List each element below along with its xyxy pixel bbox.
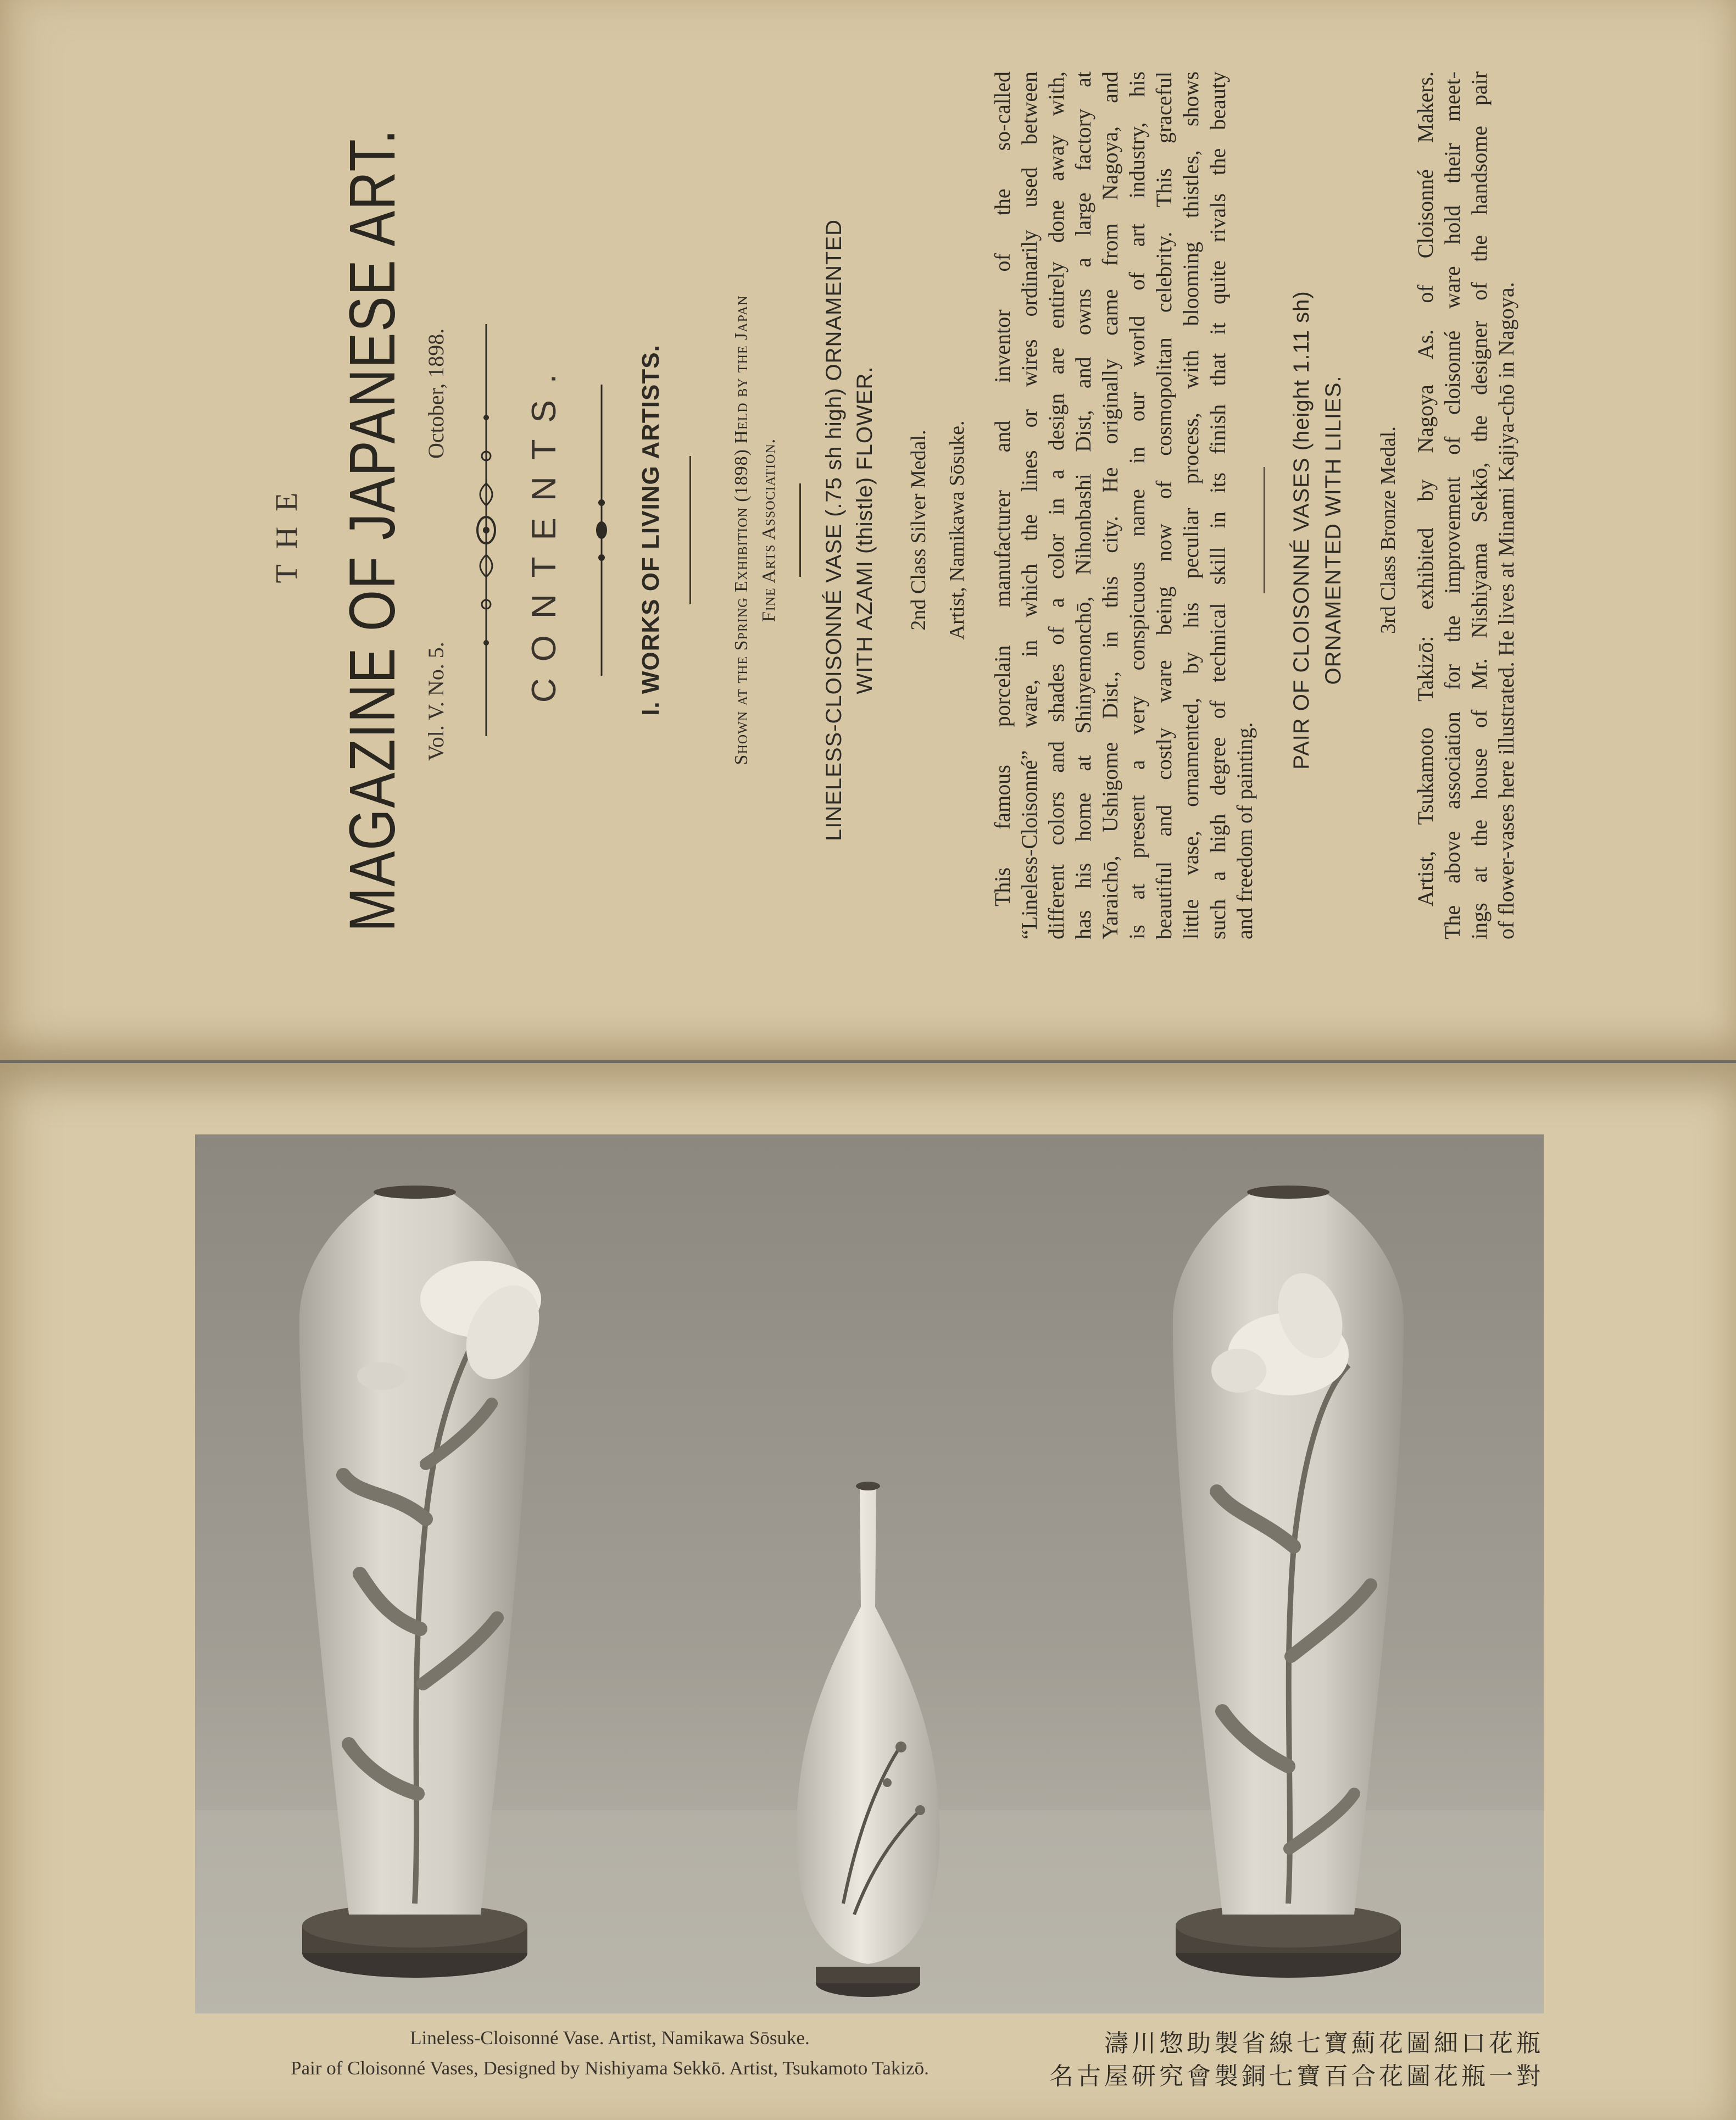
- divider-rule: [689, 456, 691, 604]
- masthead-the: THE: [270, 477, 304, 583]
- item1-description: [989, 71, 1258, 939]
- item2-title: [1286, 0, 1349, 1060]
- contents-heading: CONTENTS.: [525, 357, 563, 703]
- divider-rule: [1264, 467, 1265, 593]
- item1-title-line-2: WITH AZAMI (thistle) FLOWER.: [853, 366, 877, 694]
- text-line: beautiful and costly ware being now of cosmopolitan celebrity. This graceful: [1151, 71, 1176, 939]
- item2-title-line-1: PAIR OF CLOISONNÉ VASES (height 1.11 sh): [1289, 291, 1314, 770]
- text-line: This famous porcelain manufacturer and inventor of the so-called: [990, 71, 1015, 906]
- text-line: such a high degree of technical skill in its finish that it quite rivals the beauty: [1205, 71, 1230, 939]
- divider-rule: [799, 483, 801, 577]
- issue-date: October, 1898.: [424, 328, 448, 459]
- caption-japanese-line-1: 濤川惣助製省線七寶薊花圖細口花瓶: [1104, 2029, 1544, 2057]
- exhibition-note-line-2: Fine Arts Association.: [759, 438, 779, 622]
- text-line: Yaraichō, Ushigome Dist., in this city. He originally came from Nagoya, and: [1098, 71, 1122, 939]
- vases-photograph: [195, 1134, 1544, 2013]
- caption-japanese-line-2: 名古屋研究會製銅七寶百合花圖花瓶一對: [1049, 2062, 1544, 2090]
- text-line: and freedom of painting.: [1232, 722, 1257, 939]
- text-line: of flower-vases here illustrated. He lives at Minami Kajiya-chō in Nagoya.: [1494, 282, 1518, 939]
- caption-english-line-2: Pair of Cloisonné Vases, Designed by Nishiyama Sekkō. Artist, Tsukamoto Takizō.: [291, 2057, 929, 2079]
- volume-number: Vol. V. No. 5.: [424, 642, 448, 761]
- ornament-divider: [470, 0, 503, 1060]
- text-line: has his home at Shinyemonchō, Nihonbashi Dist, and owns a large factory at: [1071, 71, 1095, 939]
- exhibition-note-line-1: Shown at the Spring Exhibition (1898) Held by the Japan: [731, 295, 752, 765]
- item1-artist: Artist, Namikawa Sōsuke.: [945, 420, 969, 640]
- text-line: different colors and shades of a color in a design are entirely done away with,: [1044, 71, 1069, 939]
- item2-title-line-2: ORNAMENTED WITH LILIES.: [1321, 375, 1345, 685]
- text-line: is at present a very conspicuous name in our world of art industry, his: [1125, 71, 1149, 939]
- item2-description: [1412, 71, 1520, 939]
- exhibition-note: [728, 0, 783, 1060]
- text-line: “Lineless-Cloisonné” ware, in which the lines or wires ordinarily used between: [1017, 71, 1042, 939]
- plate-page: [0, 1063, 1736, 2120]
- caption-english-line-1: Lineless-Cloisonné Vase. Artist, Namikawa Sōsuke.: [410, 2027, 810, 2049]
- magazine-title: MAGAZINE OF JAPANESE ART.: [336, 128, 409, 932]
- item2-medal: 3rd Class Bronze Medal.: [1377, 426, 1400, 634]
- item1-title-line-1: LINELESS-CLOISONNÉ VASE (.75 sh high) ORNAMENTED: [822, 219, 846, 842]
- text-line: The above association for the improvement of cloisonné ware hold their meet-: [1440, 71, 1465, 939]
- section-heading: I. WORKS OF LIVING ARTISTS.: [637, 344, 664, 716]
- text-line: Artist, Tsukamoto Takizō: exhibited by Nagoya As. of Cloisonné Makers.: [1413, 71, 1438, 906]
- small-ornament-divider: [591, 0, 613, 1060]
- text-line: little vase, ornamented, by his peculiar process, with blooming thistles, shows: [1178, 71, 1203, 939]
- item1-title: [819, 0, 880, 1060]
- item1-medal: 2nd Class Silver Medal.: [907, 430, 930, 631]
- text-line: ings at the house of Mr. Nishiyama Sekkō, the designer of the handsome pair: [1467, 71, 1492, 939]
